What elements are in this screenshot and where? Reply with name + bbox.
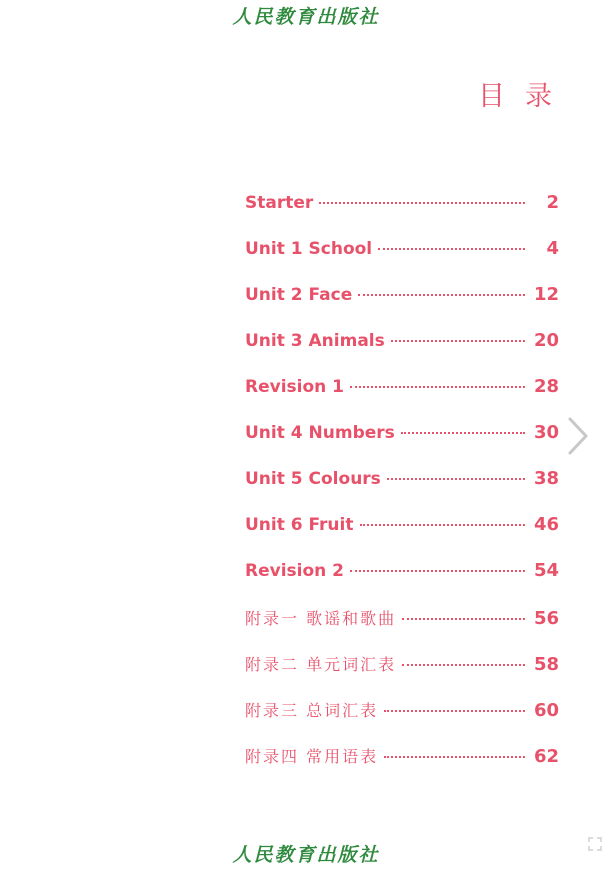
toc-entry-label: 附录四 常用语表 (245, 747, 379, 766)
table-of-contents (245, 192, 559, 790)
toc-entry-label: Revision 2 (245, 561, 345, 581)
toc-leader-dots (402, 618, 525, 620)
toc-entry[interactable] (245, 422, 559, 468)
next-page-button[interactable] (564, 415, 592, 457)
publisher-header: 人民教育出版社 (232, 6, 380, 28)
toc-entry-page-number: 4 (546, 238, 559, 259)
fullscreen-button[interactable] (588, 836, 602, 850)
toc-entry-page-number: 54 (533, 560, 559, 581)
toc-entry-page-number: 30 (533, 422, 559, 443)
toc-entry-label: Unit 5 Colours (245, 469, 381, 489)
toc-entry[interactable] (245, 514, 559, 560)
toc-entry-label: Unit 6 Fruit (245, 515, 354, 535)
toc-entry[interactable] (245, 238, 559, 284)
expand-icon (588, 837, 602, 851)
toc-entry[interactable] (245, 192, 559, 238)
toc-entry-page-number: 60 (533, 700, 559, 721)
toc-entry-page-number: 38 (533, 468, 559, 489)
toc-leader-dots (402, 664, 525, 666)
toc-leader-dots (350, 386, 525, 388)
toc-leader-dots (358, 294, 525, 296)
toc-entry[interactable] (245, 330, 559, 376)
toc-leader-dots (378, 248, 525, 250)
toc-entry[interactable] (245, 606, 559, 652)
toc-entry-page-number: 20 (533, 330, 559, 351)
toc-leader-dots (401, 432, 525, 434)
toc-entry[interactable] (245, 560, 559, 606)
publisher-footer: 人民教育出版社 (232, 844, 380, 866)
toc-entry-label: 附录三 总词汇表 (245, 701, 379, 720)
toc-entry-label: 附录一 歌谣和歌曲 (245, 609, 397, 628)
toc-leader-dots (350, 570, 525, 572)
toc-entry[interactable] (245, 698, 559, 744)
toc-leader-dots (319, 202, 525, 204)
toc-entry[interactable] (245, 652, 559, 698)
toc-entry-page-number: 12 (533, 284, 559, 305)
toc-leader-dots (391, 340, 525, 342)
toc-leader-dots (360, 524, 526, 526)
toc-leader-dots (384, 710, 525, 712)
toc-entry-label: Unit 2 Face (245, 285, 353, 305)
toc-entry-page-number: 2 (546, 192, 559, 213)
toc-entry-page-number: 58 (533, 654, 559, 675)
toc-entry[interactable] (245, 744, 559, 790)
toc-entry[interactable] (245, 376, 559, 422)
toc-entry-label: Unit 3 Animals (245, 331, 385, 351)
page-title: 目录 (478, 81, 572, 112)
toc-entry-label: Revision 1 (245, 377, 345, 397)
toc-leader-dots (384, 756, 525, 758)
toc-entry-label: 附录二 单元词汇表 (245, 655, 397, 674)
toc-entry[interactable] (245, 284, 559, 330)
toc-entry-page-number: 62 (533, 746, 559, 767)
toc-entry-label: Starter (245, 193, 314, 213)
toc-entry-page-number: 46 (533, 514, 559, 535)
toc-entry-page-number: 56 (533, 608, 559, 629)
toc-entry-label: Unit 4 Numbers (245, 423, 395, 443)
toc-leader-dots (387, 478, 525, 480)
toc-entry-label: Unit 1 School (245, 239, 373, 259)
toc-entry[interactable] (245, 468, 559, 514)
chevron-right-icon (564, 415, 592, 457)
toc-entry-page-number: 28 (533, 376, 559, 397)
